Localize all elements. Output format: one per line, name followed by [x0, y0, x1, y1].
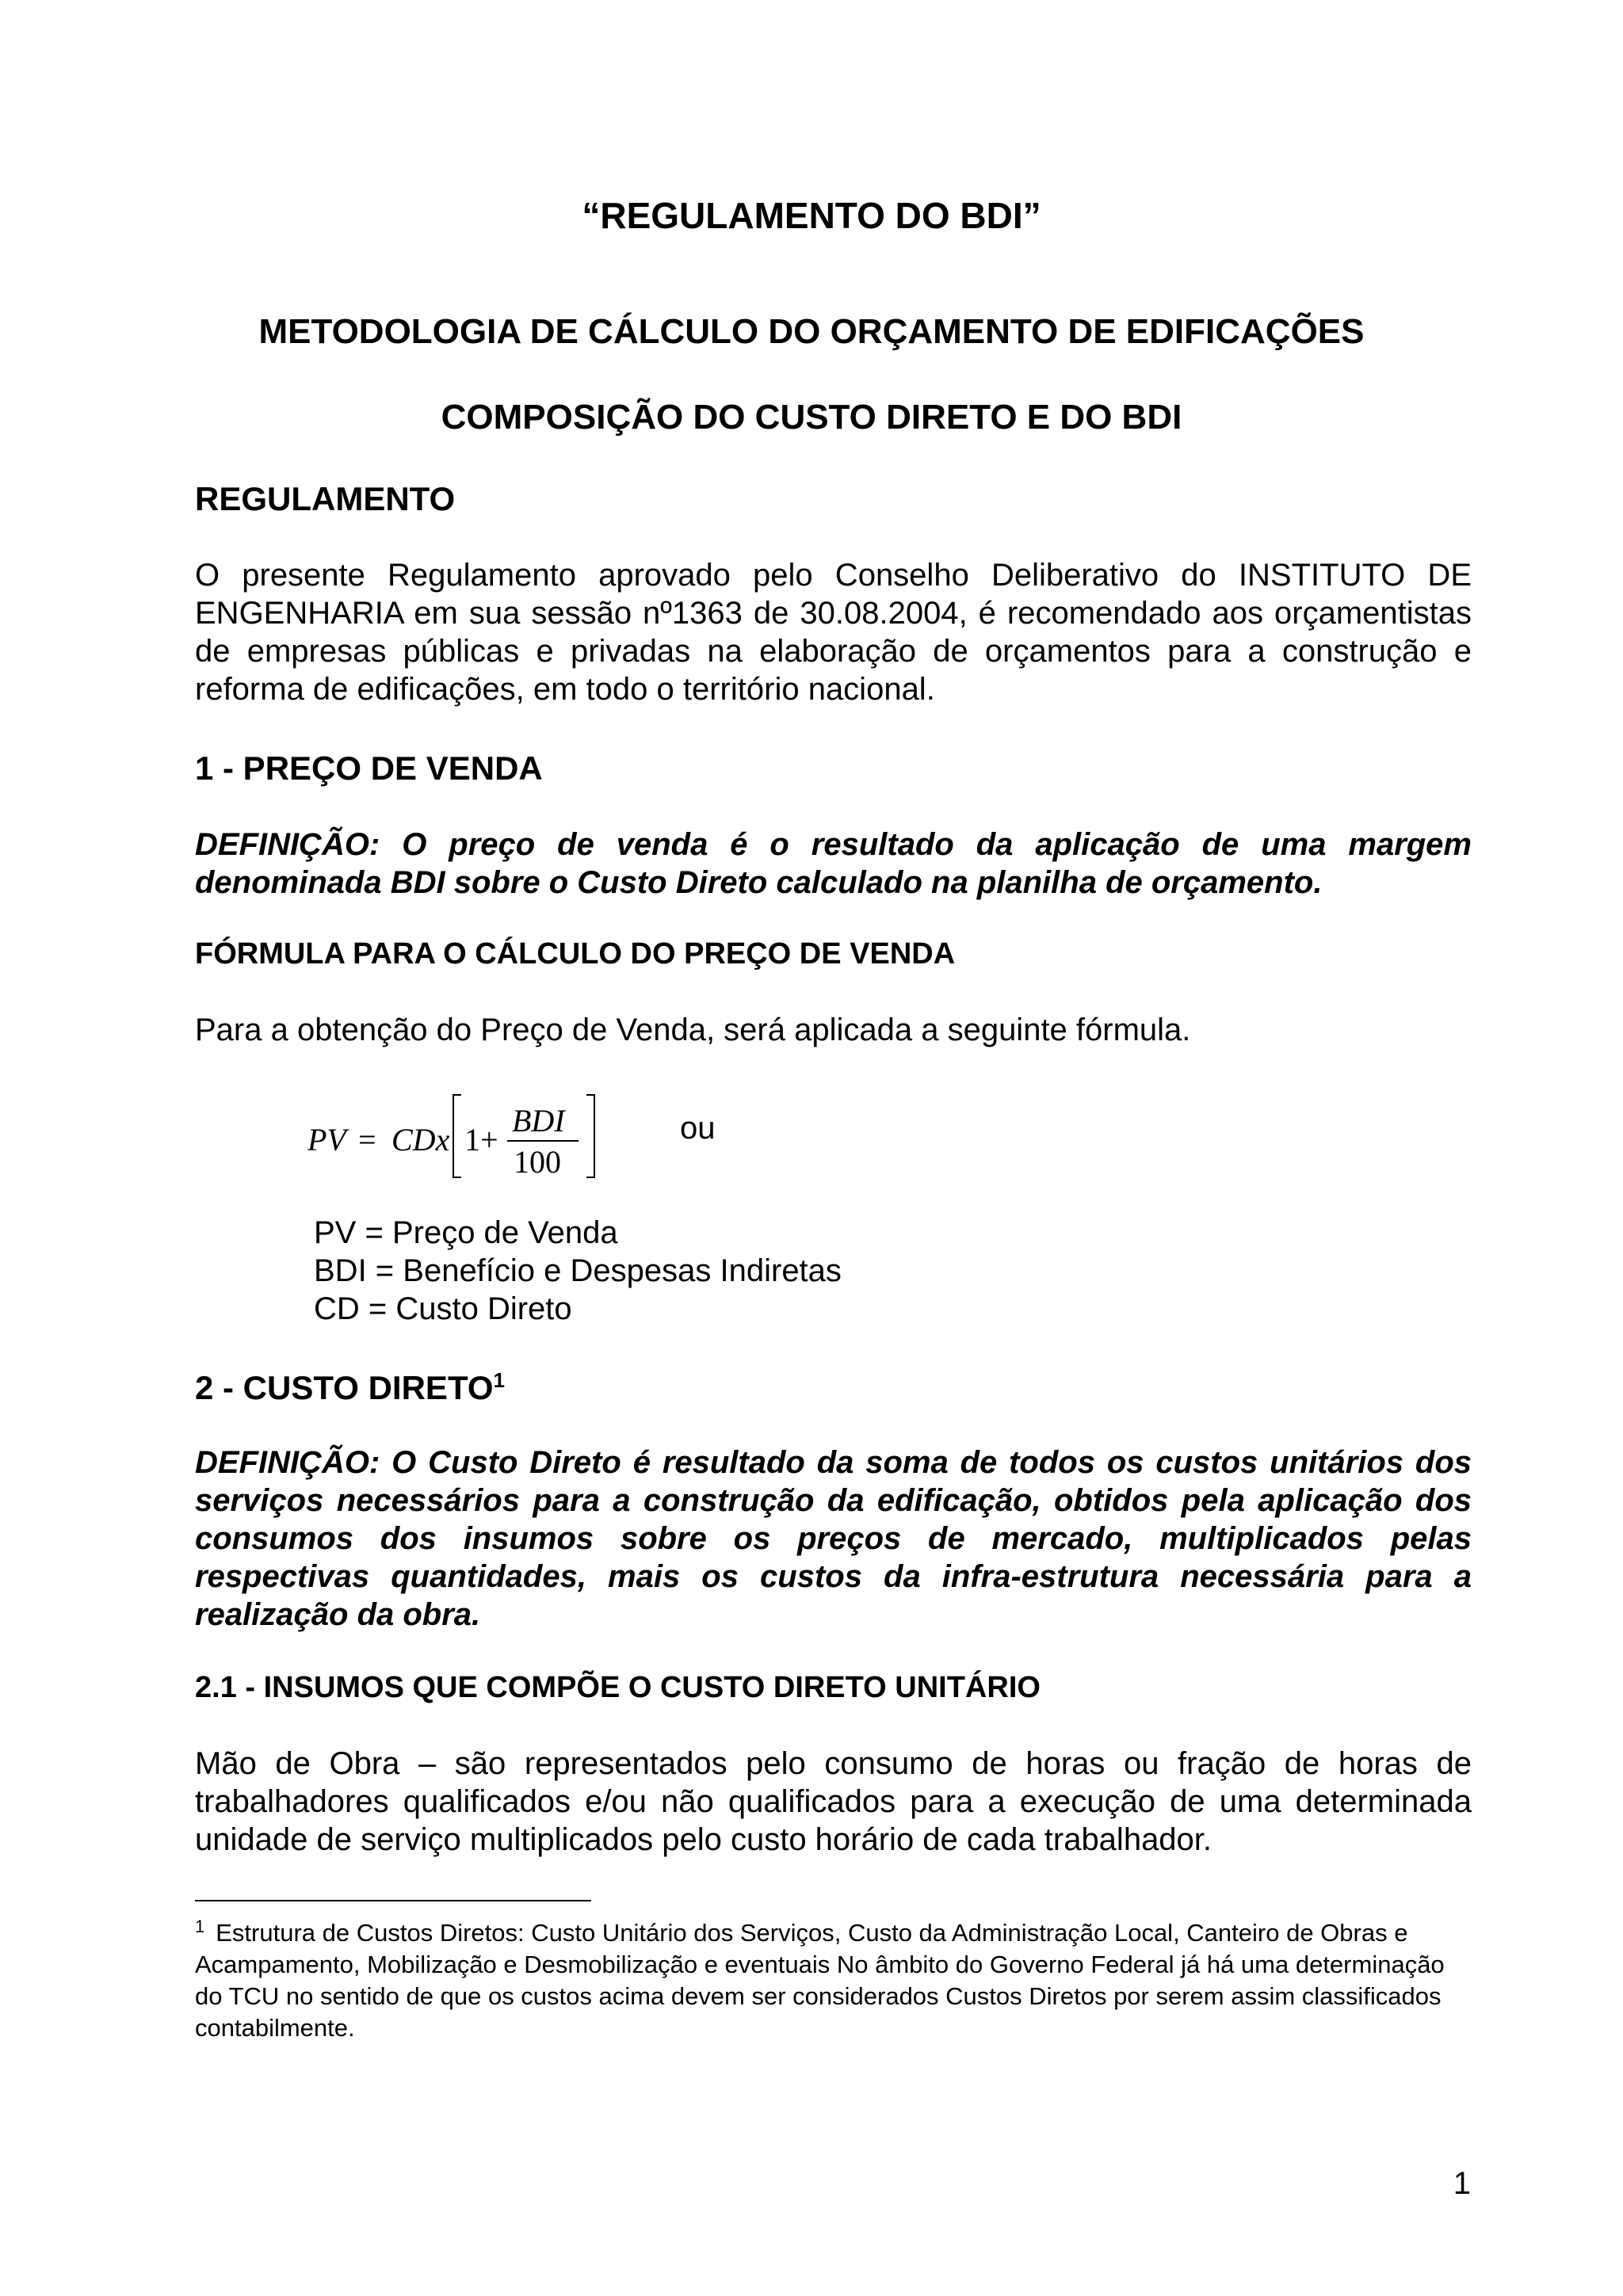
legend-item-bdi: BDI = Benefício e Despesas Indiretas — [314, 1253, 842, 1288]
document-subtitle-composition: COMPOSIÇÃO DO CUSTO DIRETO E DO BDI — [441, 398, 1182, 437]
formula-graphic — [307, 1087, 672, 1182]
footnote-text: Estrutura de Custos Diretos: Custo Unitário dos Serviços, Custo da Administração Local, Canteiro de Obras e Acampamento, Mobilização e Desmobilização e eventuais No âmbito do Governo Federal já há uma determinação do TCU no sentido de que os custos acima devem ser considerados Custos Diretos por serem assim classificados contabilmente. — [195, 1919, 1445, 2042]
definition-preco-de-venda: DEFINIÇÃO: O preço de venda é o resultado da aplicação de uma margem denominada BDI sobre o Custo Direto calculado na planilha de orçamento. — [195, 827, 1472, 900]
document-title: “REGULAMENTO DO BDI” — [582, 195, 1041, 236]
footnote — [195, 1917, 1472, 2044]
document-subtitle-methodology: METODOLOGIA DE CÁLCULO DO ORÇAMENTO DE EDIFICAÇÕES — [258, 312, 1365, 351]
formula-intro: Para a obtenção do Preço de Venda, será aplicada a seguinte fórmula. — [195, 1013, 1191, 1047]
formula-pv: PV — [307, 1122, 346, 1158]
paragraph-regulamento: O presente Regulamento aprovado pelo Conselho Deliberativo do INSTITUTO DE ENGENHARIA em sua sessão nº1363 de 30.08.2004, é recomendado aos orçamentistas de empresas públicas e privadas na elaboração de orçamentos para a construção e reforma de edificações, em todo o território nacional. — [195, 558, 1472, 707]
heading-insumos: 2.1 - INSUMOS QUE COMPÕE O CUSTO DIRETO UNITÁRIO — [195, 1671, 1041, 1704]
formula-legend — [314, 1214, 842, 1328]
definition-custo-direto: DEFINIÇÃO: O Custo Direto é resultado da soma de todos os custos unitários dos serviços necessários para a construção da edificação, obtidos pela aplicação dos consumos dos insumos sobre os preços de mercado, multiplicados pelas respectivas quantidades, mais os custos da infra-estrutura necessária para a realização da obra. — [195, 1445, 1472, 1632]
formula-right-bracket — [586, 1095, 594, 1177]
heading-formula: FÓRMULA PARA O CÁLCULO DO PREÇO DE VENDA — [195, 937, 956, 971]
formula-or-text: ou — [680, 1111, 716, 1146]
legend-item-pv: PV = Preço de Venda — [314, 1215, 618, 1250]
footnote-separator — [195, 1900, 591, 1901]
formula-equals: = — [358, 1122, 376, 1158]
legend-item-cd: CD = Custo Direto — [314, 1291, 572, 1326]
heading-preco-de-venda: 1 - PREÇO DE VENDA — [195, 749, 543, 787]
footnote-mark: 1 — [195, 1916, 205, 1936]
page-number: 1 — [1453, 2166, 1471, 2201]
paragraph-mao-de-obra: Mão de Obra – são representados pelo consumo de horas ou fração de horas de trabalhadores qualificados e/ou não qualificados para a execução de uma determinada unidade de serviço multiplicados pelo custo horário de cada trabalhador. — [195, 1746, 1472, 1857]
heading-custo-direto-text: 2 - CUSTO DIRETO — [195, 1369, 494, 1406]
heading-custo-direto — [195, 1367, 505, 1409]
formula-cd: CDx — [391, 1122, 450, 1158]
formula-denominator: 100 — [514, 1144, 561, 1180]
formula-numerator: BDI — [512, 1103, 565, 1138]
formula-left-bracket — [453, 1095, 461, 1177]
formula-preco-de-venda — [307, 1087, 672, 1182]
heading-regulamento: REGULAMENTO — [195, 480, 456, 517]
formula-one-plus: 1+ — [464, 1122, 498, 1158]
footnote-reference: 1 — [493, 1368, 505, 1392]
